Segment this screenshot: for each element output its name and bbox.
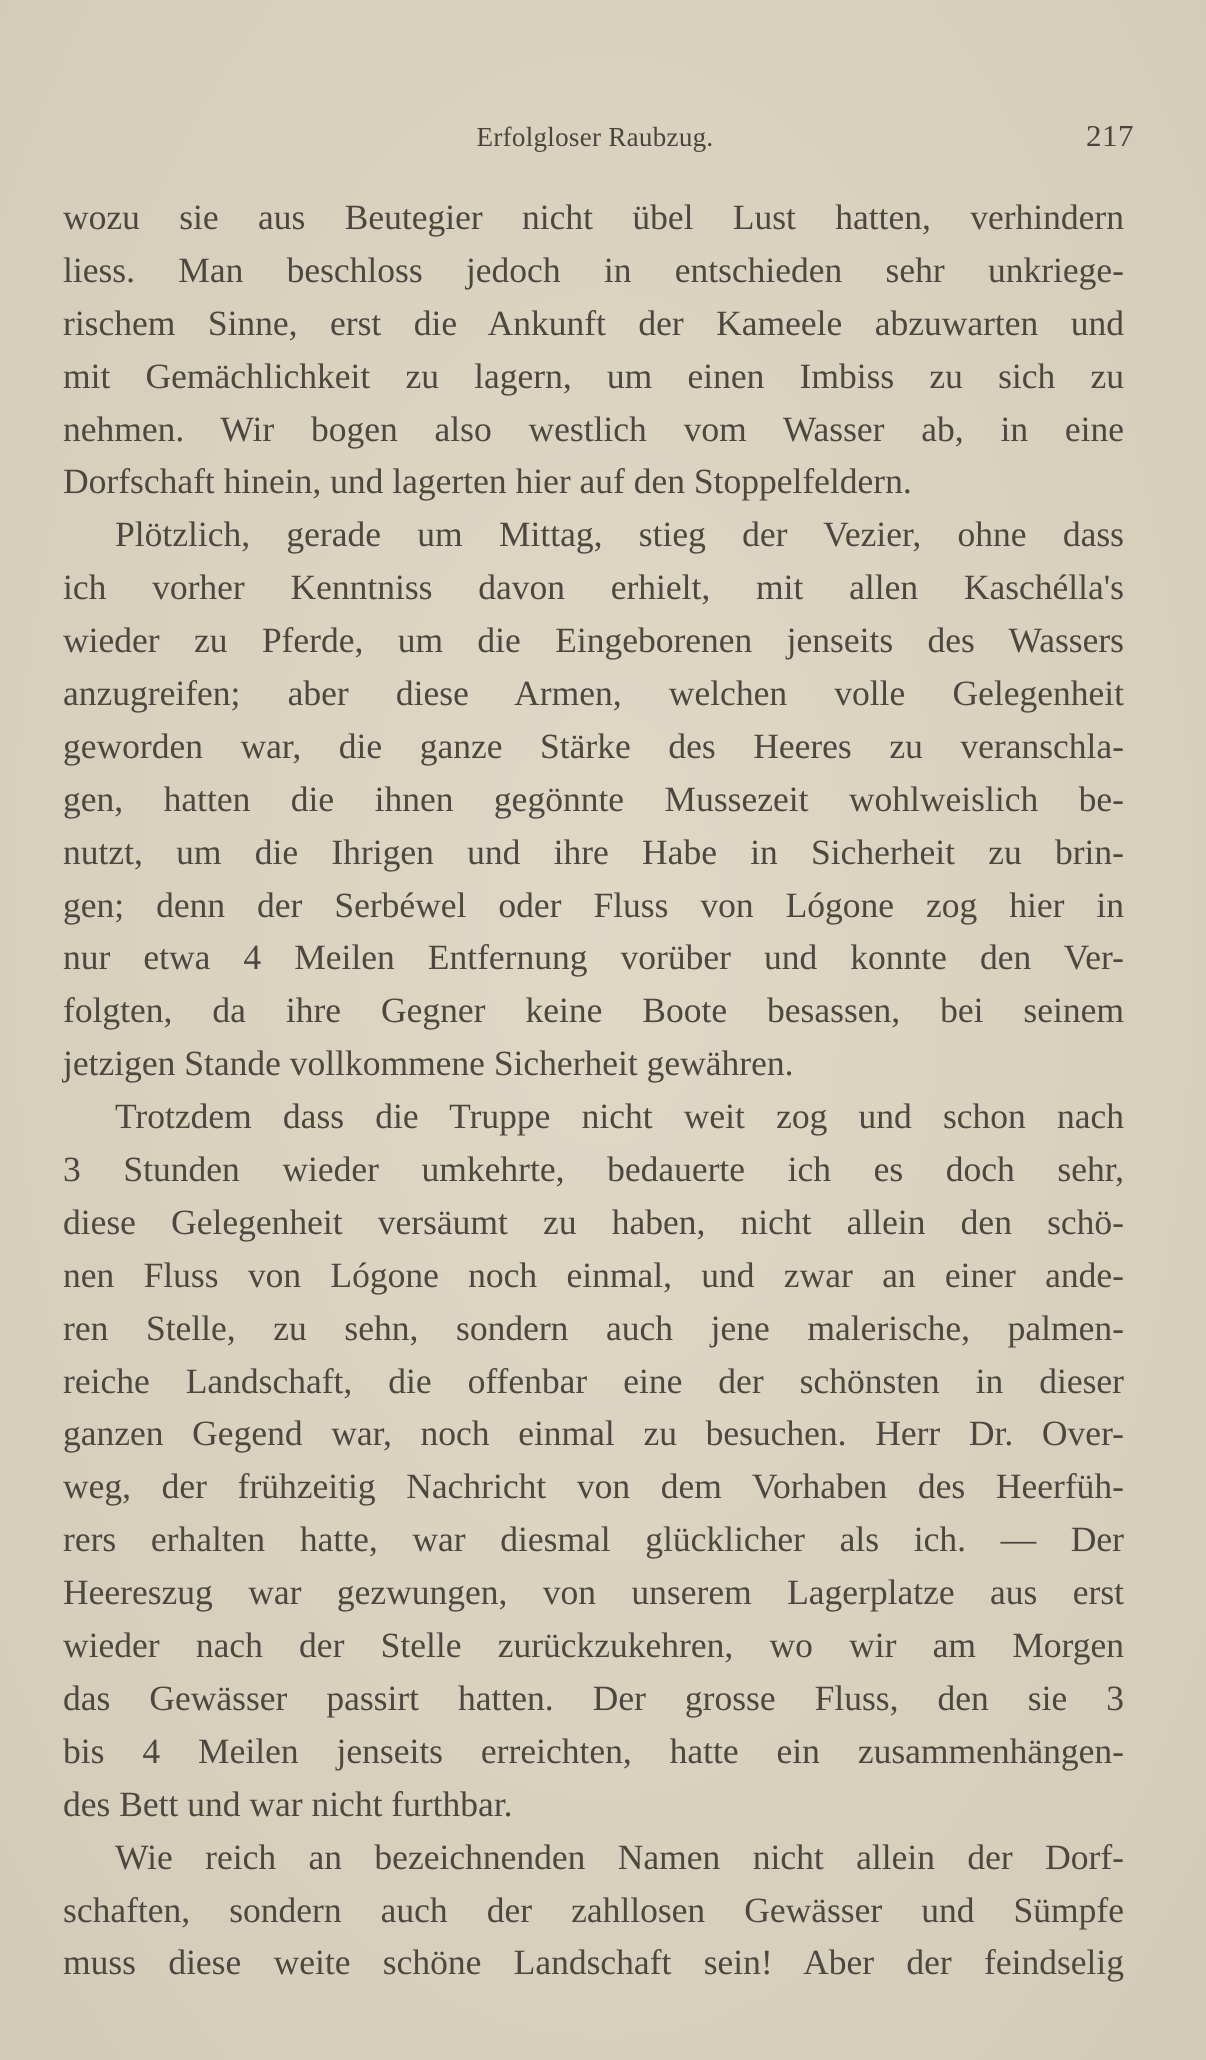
running-head xyxy=(56,118,1134,160)
page-number: 217 xyxy=(1086,118,1134,153)
text-line: wieder nach der Stelle zurückzukehren, wo wir am Morgen xyxy=(63,1625,1124,1666)
text-line: gen, hatten die ihnen gegönnte Mussezeit wohlweislich be- xyxy=(63,778,1124,819)
body-text xyxy=(63,191,1124,1989)
text-line: rischem Sinne, erst die Ankunft der Kameele abzuwarten und xyxy=(63,302,1124,343)
text-line: bis 4 Meilen jenseits erreichten, hatte ein zusammenhängen- xyxy=(63,1730,1124,1771)
text-line: anzugreifen; aber diese Armen, welchen volle Gelegenheit xyxy=(63,673,1124,714)
text-line: folgten, da ihre Gegner keine Boote besassen, bei seinem xyxy=(63,990,1124,1031)
text-line: ganzen Gegend war, noch einmal zu besuchen. Herr Dr. Over- xyxy=(63,1413,1124,1454)
text-line: nehmen. Wir bogen also westlich vom Wasser ab, in eine xyxy=(63,408,1124,449)
text-line: ren Stelle, zu sehn, sondern auch jene malerische, palmen- xyxy=(63,1307,1124,1348)
text-line: des Bett und war nicht furthbar. xyxy=(63,1783,513,1824)
running-title: Erfolgloser Raubzug. xyxy=(476,122,714,152)
text-line: rers erhalten hatte, war diesmal glücklicher als ich. — Der xyxy=(63,1519,1124,1560)
text-line: wozu sie aus Beutegier nicht übel Lust hatten, verhindern xyxy=(63,197,1124,237)
text-line: ich vorher Kenntniss davon erhielt, mit allen Kaschélla's xyxy=(63,567,1124,608)
text-line: reiche Landschaft, die offenbar eine der schönsten in dieser xyxy=(63,1360,1124,1401)
text-line: geworden war, die ganze Stärke des Heeres zu veranschla- xyxy=(63,725,1124,766)
text-line: Wie reich an bezeichnenden Namen nicht allein der Dorf- xyxy=(115,1836,1124,1877)
text-line: 3 Stunden wieder umkehrte, bedauerte ich es doch sehr, xyxy=(63,1149,1124,1190)
text-line: weg, der frühzeitig Nachricht von dem Vorhaben des Heerfüh- xyxy=(63,1466,1124,1507)
text-line: das Gewässer passirt hatten. Der grosse Fluss, den sie 3 xyxy=(63,1677,1124,1718)
text-line: nur etwa 4 Meilen Entfernung vorüber und konnte den Ver- xyxy=(63,937,1124,978)
text-line: jetzigen Stande vollkommene Sicherheit gewähren. xyxy=(63,1043,794,1084)
text-line: wieder zu Pferde, um die Eingeborenen jenseits des Wassers xyxy=(63,620,1124,661)
text-line: nutzt, um die Ihrigen und ihre Habe in Sicherheit zu brin- xyxy=(63,831,1124,872)
text-line: Heereszug war gezwungen, von unserem Lagerplatze aus erst xyxy=(63,1572,1124,1613)
text-line: mit Gemächlichkeit zu lagern, um einen Imbiss zu sich zu xyxy=(63,355,1124,396)
text-line: diese Gelegenheit versäumt zu haben, nicht allein den schö- xyxy=(63,1201,1124,1242)
text-line: Dorfschaft hinein, und lagerten hier auf den Stoppelfeldern. xyxy=(63,461,912,502)
text-line: Trotzdem dass die Truppe nicht weit zog und schon nach xyxy=(115,1096,1124,1137)
text-line: liess. Man beschloss jedoch in entschieden sehr unkriege- xyxy=(63,249,1124,290)
text-line: nen Fluss von Lógone noch einmal, und zwar an einer ande- xyxy=(63,1254,1124,1295)
text-line: Plötzlich, gerade um Mittag, stieg der Vezier, ohne dass xyxy=(115,514,1124,555)
text-line: gen; denn der Serbéwel oder Fluss von Lógone zog hier in xyxy=(63,884,1124,925)
text-line: muss diese weite schöne Landschaft sein! Aber der feindselig xyxy=(63,1942,1124,1983)
text-line: schaften, sondern auch der zahllosen Gewässer und Sümpfe xyxy=(63,1889,1124,1930)
